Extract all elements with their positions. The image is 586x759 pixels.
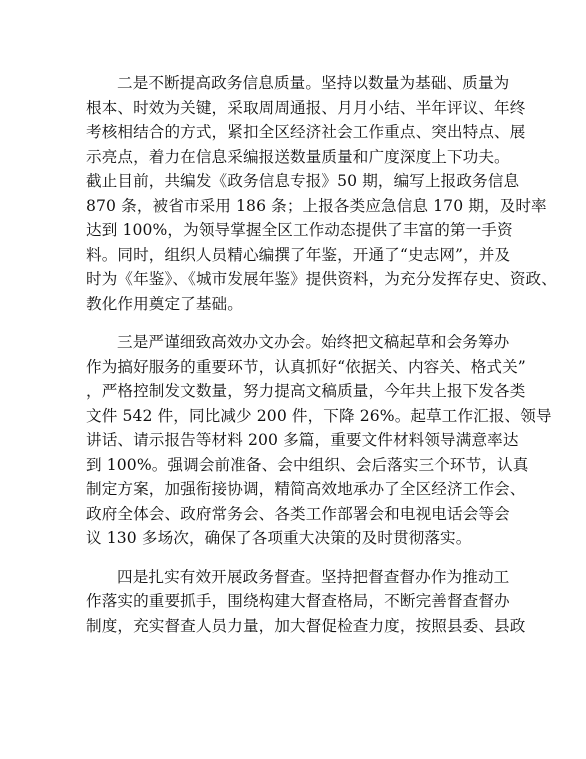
text-line: 时为《年鉴》、《城市发展年鉴》提供资料，为充分发挥存史、资政、	[86, 270, 557, 288]
paragraph-documents-meetings	[86, 330, 552, 551]
text-line: 示亮点，着力在信息采编报送数量质量和广度深度上下功夫。	[86, 147, 510, 166]
paragraph-supervision	[86, 565, 526, 639]
text-line: 根本、时效为关键，采取周周通报、月月小结、半年评议、年终	[86, 98, 526, 117]
text-line: 到 100%。强调会前准备、会中组织、会后落实三个环节，认真	[86, 455, 529, 474]
text-line: ，严格控制发文数量，努力提高文稿质量，今年共上报下发各类	[86, 382, 526, 400]
text-line: 考核相结合的方式，紧扣全区经济社会工作重点、突出特点、展	[86, 123, 526, 141]
document-body	[86, 71, 557, 652]
paragraph-info-quality	[86, 71, 557, 316]
text-line: 截止目前，共编发《政务信息专报》50 期，编写上报政务信息	[86, 172, 520, 190]
text-line: 文件 542 件，同比减少 200 件，下降 26%。起草工作汇报、领导	[86, 406, 552, 425]
text-line: 四是扎实有效开展政务督查。坚持把督查督办作为推动工	[117, 567, 510, 586]
text-line: 制度，充实督查人员力量，加大督促检查力度，按照县委、县政	[86, 616, 526, 635]
text-line: 制定方案，加强衔接协调，精简高效地承办了全区经济工作会、	[86, 480, 526, 498]
text-line: 料。同时，组织人员精心编撰了年鉴，开通了“史志网”，并及	[86, 245, 511, 264]
text-line: 讲话、请示报告等材料 200 多篇，重要文件材料领导满意率达	[86, 431, 519, 449]
text-line: 议 130 多场次，确保了各项重大决策的及时贯彻落实。	[86, 529, 472, 547]
text-line: 二是不断提高政务信息质量。坚持以数量为基础、质量为	[117, 74, 510, 92]
text-line: 达到 100%，为领导掌握全区工作动态提供了丰富的第一手资	[86, 221, 513, 239]
text-line: 作落实的重要抓手，围绕构建大督查格局，不断完善督查督办	[86, 592, 510, 610]
text-line: 政府全体会、政府常务会、各类工作部署会和电视电话会等会	[86, 504, 510, 523]
text-line: 教化作用奠定了基础。	[86, 294, 243, 313]
text-line: 三是严谨细致高效办文办会。始终把文稿起草和会务筹办	[117, 333, 510, 351]
text-line: 作为搞好服务的重要环节，认真抓好“依据关、内容关、格式关”	[86, 357, 526, 376]
text-line: 870 条，被省市采用 186 条；上报各类应急信息 170 期，及时率	[86, 196, 547, 215]
